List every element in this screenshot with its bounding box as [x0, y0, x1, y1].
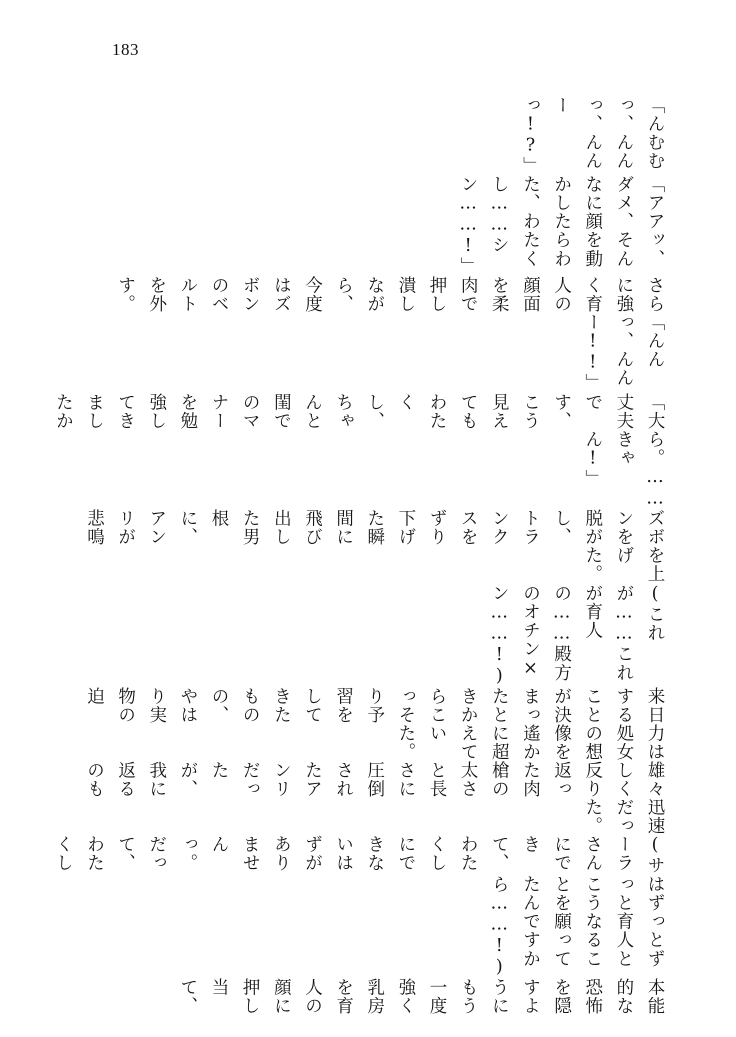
page-number: 183	[112, 40, 139, 59]
text-line: 「アアッ、ダメ、そんなに顔を動かしたらわた、わたくし……シン……!」	[458, 175, 665, 276]
body-text	[53, 96, 670, 1016]
text-line: 迅速だった。	[582, 798, 665, 836]
text-line: ズボンを脱がし、トランクスをずり下げた瞬間に飛び出した男根に、アンリが悲鳴	[84, 509, 665, 547]
text-line: 「んんっ、んんー!!」	[582, 313, 665, 393]
text-line: 「んむむっ、んんっ、んんーっ!?」	[520, 96, 665, 176]
text-line: 力は処女の想像を遙かに超えていた。	[395, 723, 665, 761]
text-line: を上げた。	[582, 546, 665, 584]
text-line: はずっとずっと育人とこうなることを願ってたんですから……!)	[489, 875, 665, 978]
text-line: 来日することが決まったときからこっそり予習をしてきたものの、やはり実物の迫	[84, 686, 665, 724]
text-line: (これが……これが育人の……殿方のオチン×ン……!)	[489, 583, 665, 687]
text-line: 「大丈夫です、こう見えてもわたくし、ちゃんと閨でのマナーを勉強してきましたか	[53, 392, 665, 430]
text-line: ら。……きゃん!」	[582, 429, 665, 510]
text-line: (サーラさんにできて、わたくしにできないはずがありませんっ。だって、わたくし	[53, 835, 665, 875]
text-line: さらに強く育人の顔面を柔肉で押し潰しながら、今度はズボンのベルトを外す。	[115, 275, 665, 314]
text-line: 本能的な恐怖を隠すようにもう一度強く乳房を育人の顔に押し当て、	[177, 978, 665, 1016]
text-line: 雄々しく反り返った肉槍の太さと長さに圧倒されたアンリだったが、我に返るのも	[84, 760, 665, 799]
